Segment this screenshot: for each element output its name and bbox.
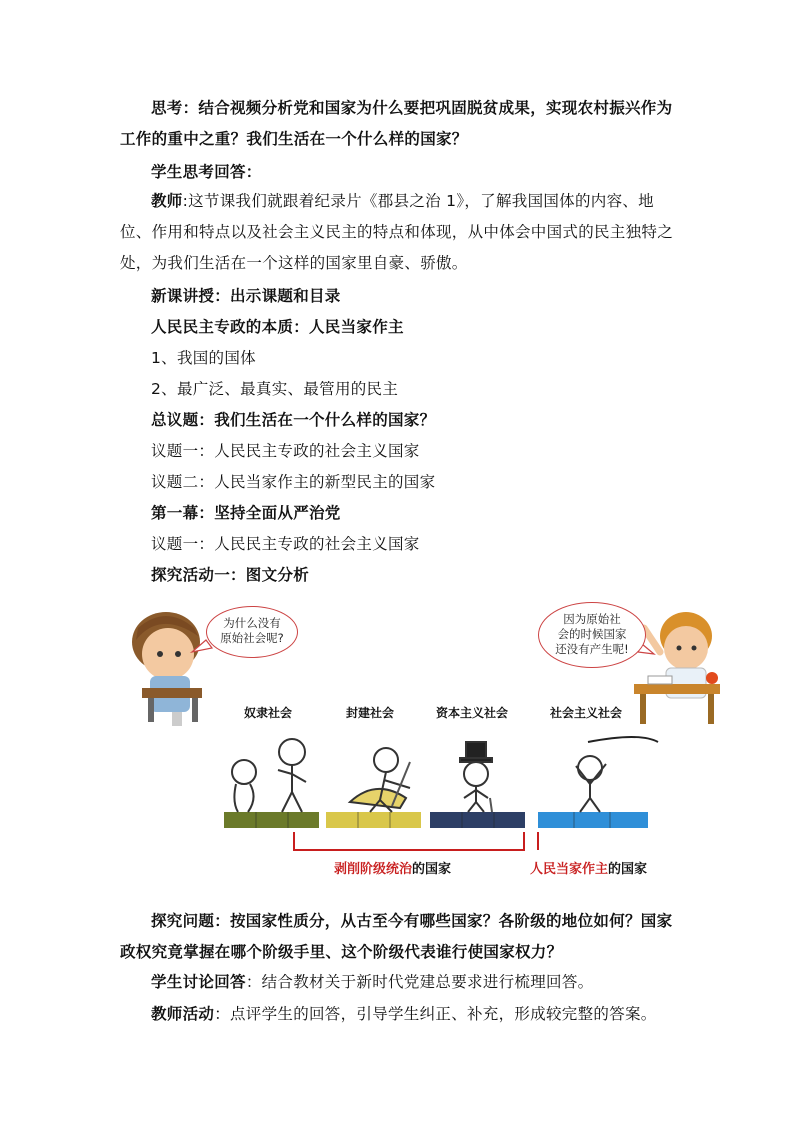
capitalist-step	[430, 812, 525, 828]
slave-step	[224, 812, 319, 828]
era-feudal: 封建社会	[346, 706, 395, 720]
era-socialist: 社会主义社会	[550, 706, 623, 720]
teacher-activity-line: 教师活动：点评学生的回答，引导学生纠正、补充，形成较完整的答案。	[151, 1005, 657, 1023]
feudal-figures	[350, 748, 410, 812]
caption-people	[530, 858, 647, 877]
caption-people-red: 人民当家作主	[530, 862, 609, 877]
society-illustration	[120, 592, 730, 882]
slave-figures	[232, 739, 306, 812]
caption-exploiting-red: 剥削阶级统治	[334, 862, 413, 877]
student-discussion-text: ：结合教材关于新时代党建总要求进行梳理回答。	[245, 973, 594, 991]
teacher-label: 教师	[151, 192, 183, 210]
exploiting-bracket	[294, 832, 524, 850]
teacher-activity-text: ：点评学生的回答，引导学生纠正、补充，形成较完整的答案。	[214, 1005, 657, 1023]
left-bubble-line-2: 原始社会呢?	[220, 631, 284, 645]
student-discussion-line: 学生讨论回答：结合教材关于新时代党建总要求进行梳理回答。	[151, 973, 594, 991]
activity-one-line: 探究活动一：图文分析	[151, 566, 310, 584]
outline-item-1: 1、我国的国体	[151, 349, 256, 367]
topic-one-repeat-line: 议题一：人民民主专政的社会主义国家	[151, 535, 420, 553]
feudal-step	[326, 812, 421, 828]
left-student-figure	[132, 612, 202, 726]
capitalist-figure	[460, 742, 492, 812]
right-bubble-line-2: 会的时候国家	[557, 627, 627, 641]
essence-line: 人民民主专政的本质：人民当家作主	[151, 318, 404, 336]
caption-exploiting	[334, 858, 451, 877]
right-student-figure	[634, 612, 720, 724]
act-one-line: 第一幕：坚持全面从严治党	[151, 504, 341, 522]
topic-two-line: 议题二：人民当家作主的新型民主的国家	[151, 473, 436, 491]
right-bubble-line-3: 还没有产生呢!	[555, 642, 629, 656]
era-capitalist: 资本主义社会	[436, 706, 509, 720]
socialist-step	[538, 812, 648, 828]
new-lesson-line: 新课讲授：出示课题和目录	[151, 287, 341, 305]
left-speech-bubble	[206, 606, 298, 658]
right-bubble-line-1: 因为原始社	[563, 612, 621, 626]
inquiry-question-paragraph: 探究问题：按国家性质分，从古至今有哪些国家？各阶级的地位如何？国家政权究竟掌握在哪个阶级手里、这个阶级代表谁行使国家权力？	[120, 912, 673, 961]
era-slave: 奴隶社会	[244, 706, 293, 720]
caption-exploiting-black: 的国家	[412, 862, 452, 877]
student-answer-label: 学生思考回答：	[151, 163, 262, 181]
left-bubble-line-1: 为什么没有	[223, 616, 281, 630]
think-paragraph: 思考：结合视频分析党和国家为什么要把巩固脱贫成果，实现农村振兴作为工作的重中之重？我们生活在一个什么样的国家？	[120, 99, 673, 148]
teacher-text: :这节课我们就跟着纪录片《郡县之治 1》，了解我国国体的内容、地位、作用和特点以及社会主义民主的特点和体现，从中体会中国式的民主独特之处，为我们生活在一个这样的国家里自豪、骄傲。	[120, 192, 674, 272]
right-speech-bubble	[538, 602, 646, 668]
caption-people-black: 的国家	[608, 862, 648, 877]
socialist-figure	[576, 756, 606, 812]
teacher-paragraph	[120, 186, 680, 279]
main-topic-line: 总议题：我们生活在一个什么样的国家？	[151, 411, 436, 429]
outline-item-2: 2、最广泛、最真实、最管用的民主	[151, 380, 399, 398]
topic-one-line: 议题一：人民民主专政的社会主义国家	[151, 442, 420, 460]
